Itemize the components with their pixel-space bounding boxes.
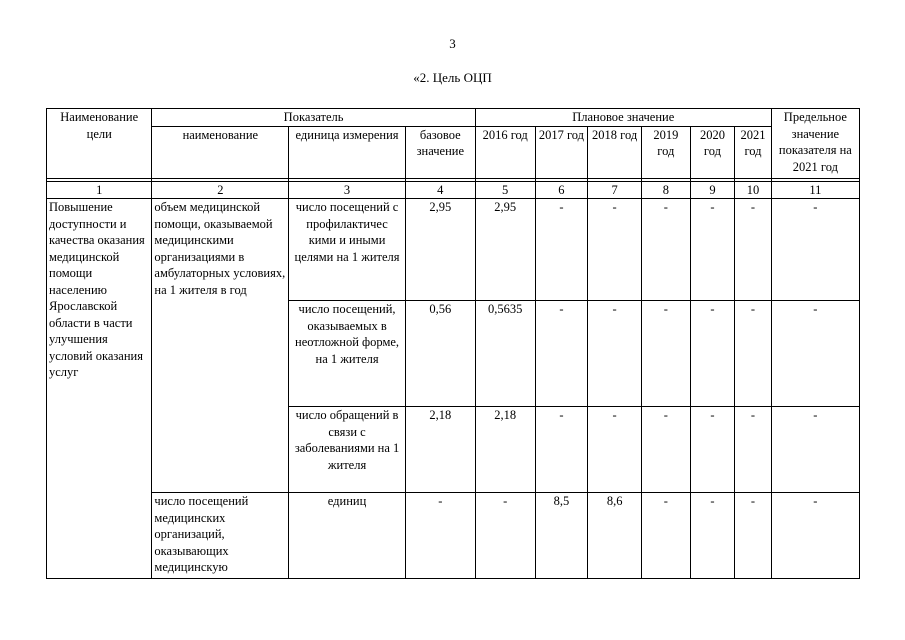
column-number: 4	[405, 181, 475, 199]
value-2020: -	[690, 493, 735, 579]
column-number: 3	[289, 181, 406, 199]
value-2016: 2,95	[475, 199, 535, 301]
base-value: 2,18	[405, 407, 475, 493]
value-2020: -	[690, 407, 735, 493]
header-year-2018: 2018 год	[588, 126, 642, 178]
unit-cell: число посещений с профилактичес кими и иными целями на 1 жителя	[289, 199, 406, 301]
value-2017: -	[535, 199, 588, 301]
value-2018: -	[588, 199, 642, 301]
value-2018: -	[588, 301, 642, 407]
header-year-2017: 2017 год	[535, 126, 588, 178]
value-2019: -	[641, 493, 690, 579]
unit-cell: единиц	[289, 493, 406, 579]
column-number: 8	[641, 181, 690, 199]
table-row	[47, 493, 860, 579]
header-goal-name: Наименование цели	[47, 109, 152, 179]
unit-cell: число посещений, оказываемых в неотложной форме, на 1 жителя	[289, 301, 406, 407]
header-year-2016: 2016 год	[475, 126, 535, 178]
value-2016: -	[475, 493, 535, 579]
header-year-2019: 2019 год	[641, 126, 690, 178]
column-number: 11	[771, 181, 859, 199]
value-2021: -	[735, 199, 772, 301]
value-2019: -	[641, 301, 690, 407]
value-2019: -	[641, 407, 690, 493]
value-2020: -	[690, 301, 735, 407]
base-value: 2,95	[405, 199, 475, 301]
value-2021: -	[735, 301, 772, 407]
value-2018: -	[588, 407, 642, 493]
header-limit: Предельное значение показателя на 2021 год	[771, 109, 859, 179]
value-2017: -	[535, 301, 588, 407]
value-2021: -	[735, 407, 772, 493]
header-row-2	[47, 126, 860, 178]
header-year-2020: 2020 год	[690, 126, 735, 178]
column-number: 2	[152, 181, 289, 199]
value-2019: -	[641, 199, 690, 301]
header-base: базовое значение	[405, 126, 475, 178]
goal-indicators-table	[46, 108, 860, 579]
page-number: 3	[449, 36, 456, 51]
value-2017: -	[535, 407, 588, 493]
header-indicator: Показатель	[152, 109, 475, 127]
column-number-row	[47, 181, 860, 199]
value-2017: 8,5	[535, 493, 588, 579]
column-number: 9	[690, 181, 735, 199]
base-value: -	[405, 493, 475, 579]
column-number: 7	[588, 181, 642, 199]
limit-value: -	[771, 493, 859, 579]
value-2021: -	[735, 493, 772, 579]
header-year-2021: 2021 год	[735, 126, 772, 178]
indicator-name: число посещений медицинских организаций, оказывающих медицинскую	[152, 493, 289, 579]
base-value: 0,56	[405, 301, 475, 407]
column-number: 1	[47, 181, 152, 199]
goal-cell: Повышение доступности и качества оказания медицинской помощи населению Ярославской области в части улучшения условий оказания услуг	[47, 199, 152, 579]
column-number: 10	[735, 181, 772, 199]
unit-cell: число обращений в связи с заболеваниями на 1 жителя	[289, 407, 406, 493]
header-planned: Плановое значение	[475, 109, 771, 127]
column-number: 5	[475, 181, 535, 199]
table-row	[47, 199, 860, 301]
value-2016: 0,5635	[475, 301, 535, 407]
section-title: «2. Цель ОЦП	[413, 70, 492, 85]
column-number: 6	[535, 181, 588, 199]
header-row-1	[47, 109, 860, 127]
value-2018: 8,6	[588, 493, 642, 579]
value-2016: 2,18	[475, 407, 535, 493]
limit-value: -	[771, 301, 859, 407]
value-2020: -	[690, 199, 735, 301]
limit-value: -	[771, 407, 859, 493]
header-name: наименование	[152, 126, 289, 178]
indicator-name: объем медицинской помощи, оказываемой медицинскими организациями в амбулаторных условиях, на 1 жителя в год	[152, 199, 289, 493]
header-unit: единица измерения	[289, 126, 406, 178]
limit-value: -	[771, 199, 859, 301]
